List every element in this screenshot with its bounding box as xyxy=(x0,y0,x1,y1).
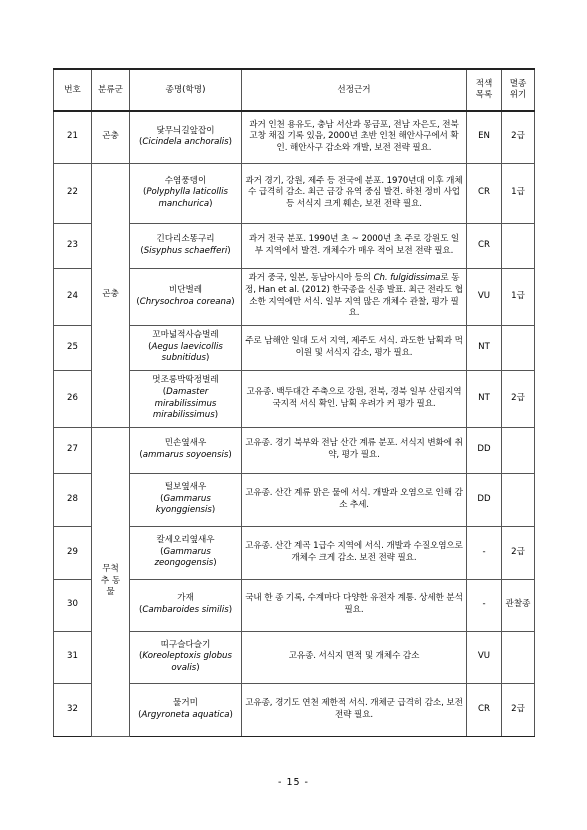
species-cell: 비단벌레 (Chrysochroa coreana) xyxy=(130,268,242,325)
species-cell: 가재 (Cambaroides similis) xyxy=(130,579,242,631)
row-number: 22 xyxy=(54,163,92,223)
reason-cell: 과거 경기, 강원, 제주 등 전국에 분포. 1970년대 이후 개체수 급격히 감소. 최근 금강 유역 중심 발견. 하천 정비 사업 등 서식지 크게 훼손, 보전 전략 필요. xyxy=(242,163,467,223)
korean-name: 민손옆새우 xyxy=(164,438,207,449)
scientific-name: Cicindela anchoralis xyxy=(142,137,229,148)
endangered-cell xyxy=(502,631,535,683)
endangered-cell xyxy=(502,325,535,370)
reason-cell: 과거 인천 용유도, 충남 서산과 몽금포, 전남 자은도, 전북 고창 채집 기록 있음, 2000년 초반 인천 해안사구에서 확인. 해안사구 감소와 개발, 보전 전략 필요. xyxy=(242,111,467,163)
reason-cell: 고유종. 서식지 면적 및 개체수 감소 xyxy=(242,631,467,683)
endangered-cell: 2급 xyxy=(502,370,535,427)
group-cell: 곤충 xyxy=(92,111,130,163)
endangered-cell: 관찰종 xyxy=(502,579,535,631)
endangered-cell xyxy=(502,223,535,268)
scientific-name: Koreoleptoxis globus ovalis xyxy=(142,651,232,673)
table-row xyxy=(54,111,535,163)
header-group: 분류군 xyxy=(92,69,130,111)
scientific-name: Argyroneta aquatica xyxy=(141,709,230,720)
scientific-name: Gammarus zeongogensis xyxy=(154,546,214,569)
redlist-cell: CR xyxy=(467,683,502,736)
species-cell: 닻무늬길앞잡이 (Cicindela anchoralis) xyxy=(130,111,242,163)
row-number: 30 xyxy=(54,579,92,631)
redlist-cell: EN xyxy=(467,111,502,163)
reason-cell: 고유종, 경기도 연천 제한적 서식. 개체군 급격히 감소, 보전 전략 필요. xyxy=(242,683,467,736)
species-cell: 민손옆새우 (ammarus soyoensis) xyxy=(130,427,242,473)
header-endangered: 멸종위기 xyxy=(502,69,535,111)
redlist-cell: VU xyxy=(467,268,502,325)
endangered-cell: 2급 xyxy=(502,111,535,163)
korean-name: 닻무늬길앞잡이 xyxy=(156,125,215,136)
korean-name: 털보옆새우 xyxy=(164,482,207,493)
redlist-cell: DD xyxy=(467,427,502,473)
reason-cell: 고유종. 산간 계류 맑은 물에 서식. 개발과 오염으로 인해 감소 추세. xyxy=(242,473,467,526)
group-cell: 무척추 동물 xyxy=(92,427,130,736)
redlist-cell: - xyxy=(467,579,502,631)
reason-cell: 고유종. 백두대간 주축으로 강원, 전북, 경북 일부 산림지역 국지적 서식 확인. 남획 우려가 커 평가 필요. xyxy=(242,370,467,427)
reason-text: 로 동정, Han et al. (2012) 한국종을 신종 발표. 최근 전라도 협소한 지역에만 서식. 일부 지역 많은 개체수 관찰, 평가 필요. xyxy=(245,273,463,319)
reason-cell xyxy=(242,268,467,325)
endangered-cell: 1급 xyxy=(502,163,535,223)
row-number: 28 xyxy=(54,473,92,526)
korean-name: 물거미 xyxy=(173,697,198,708)
species-table xyxy=(53,68,535,737)
scientific-name: Damaster mirabilissimus mirabilissimus xyxy=(152,386,217,421)
header-redlist: 적색목록 xyxy=(467,69,502,111)
table-row xyxy=(54,427,535,473)
korean-name: 꼬마넓적사슴벌레 xyxy=(152,330,219,341)
species-cell: 꼬마넓적사슴벌레 (Aegus laevicollis subnitidus) xyxy=(130,325,242,370)
row-number: 23 xyxy=(54,223,92,268)
row-number: 31 xyxy=(54,631,92,683)
korean-name: 칼세오리옆새우 xyxy=(156,535,215,546)
endangered-cell xyxy=(502,473,535,526)
korean-name: 가재 xyxy=(177,593,194,604)
reason-cell: 주로 남해안 일대 도서 지역, 제주도 서식. 과도한 남획과 먹이원 및 서식지 감소, 평가 필요. xyxy=(242,325,467,370)
row-number: 29 xyxy=(54,526,92,579)
species-cell: 칼세오리옆새우 (Gammarus zeongogensis) xyxy=(130,526,242,579)
korean-name: 비단벌레 xyxy=(168,284,203,295)
scientific-name: Aegus laevicollis subnitidus xyxy=(151,341,223,364)
row-number: 24 xyxy=(54,268,92,325)
row-number: 26 xyxy=(54,370,92,427)
redlist-cell: CR xyxy=(467,163,502,223)
header-row xyxy=(54,69,535,111)
redlist-cell: CR xyxy=(467,223,502,268)
reason-cell: 고유종. 산간 계곡 1급수 지역에 서식. 개발과 수질오염으로 개체수 크게 감소. 보전 전략 필요. xyxy=(242,526,467,579)
endangered-cell xyxy=(502,427,535,473)
header-no: 번호 xyxy=(54,69,92,111)
redlist-cell: NT xyxy=(467,370,502,427)
species-cell: 물거미 (Argyroneta aquatica) xyxy=(130,683,242,736)
redlist-cell: - xyxy=(467,526,502,579)
species-cell: 수염풍뎅이 (Polyphylla laticollis manchurica) xyxy=(130,163,242,223)
endangered-cell: 1급 xyxy=(502,268,535,325)
row-number: 21 xyxy=(54,111,92,163)
redlist-cell: DD xyxy=(467,473,502,526)
scientific-name: Sisyphus schaefferi xyxy=(143,245,228,256)
scientific-name: Chrysochroa coreana xyxy=(139,296,232,307)
page-number: - 15 - xyxy=(278,777,309,788)
reason-text: 과거 중국, 일본, 동남아시아 등의 xyxy=(248,273,374,284)
scientific-name: Polyphylla laticollis manchurica xyxy=(146,187,229,209)
redlist-cell: VU xyxy=(467,631,502,683)
endangered-cell: 2급 xyxy=(502,526,535,579)
reason-cell: 고유종. 경기 북부와 전남 산간 계류 분포. 서식지 변화에 취약, 평가 필요. xyxy=(242,427,467,473)
reason-cell: 과거 전국 분포. 1990년 초 ~ 2000년 초 주로 강원도 일부 지역에서 발견. 개체수가 매우 적어 보전 전략 필요. xyxy=(242,223,467,268)
species-cell: 털보옆새우 (Gammarus kyonggiensis) xyxy=(130,473,242,526)
species-cell: 긴다리소똥구리 (Sisyphus schaefferi) xyxy=(130,223,242,268)
reason-cell: 국내 한 종 기록, 수계마다 다양한 유전자 계통. 상세한 분석 필요. xyxy=(242,579,467,631)
row-number: 27 xyxy=(54,427,92,473)
scientific-name: Cambaroides similis xyxy=(142,605,229,615)
korean-name: 띠구슬다슬기 xyxy=(160,639,211,650)
scientific-name: ammarus soyoensis xyxy=(142,450,229,460)
species-cell: 띠구슬다슬기 (Koreoleptoxis globus ovalis) xyxy=(130,631,242,683)
row-number: 32 xyxy=(54,683,92,736)
row-number: 25 xyxy=(54,325,92,370)
table-row xyxy=(54,163,535,223)
group-cell: 곤충 xyxy=(92,163,130,427)
korean-name: 수염풍뎅이 xyxy=(164,175,207,186)
korean-name: 긴다리소똥구리 xyxy=(156,233,215,244)
korean-name: 멋조롱박딱정벌레 xyxy=(152,375,219,386)
species-cell: 멋조롱박딱정벌레 (Damaster mirabilissimus mirabilissimus) xyxy=(130,370,242,427)
redlist-cell: NT xyxy=(467,325,502,370)
scientific-name: Gammarus kyonggiensis xyxy=(155,493,212,516)
header-species: 종명(학명) xyxy=(130,69,242,111)
header-reason: 선정근거 xyxy=(242,69,467,111)
reason-scientific-name: Ch. fulgidissima xyxy=(373,273,441,284)
endangered-cell: 2급 xyxy=(502,683,535,736)
